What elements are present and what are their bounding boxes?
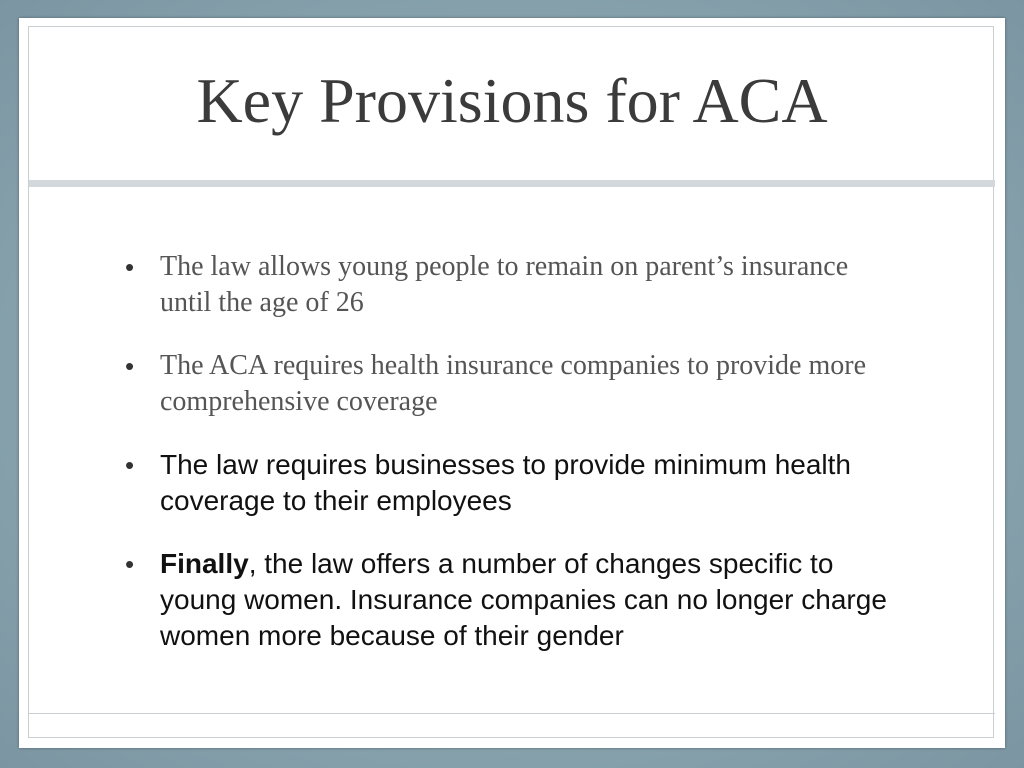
bullet-text: The law allows young people to remain on parent’s insurance until the age of 26 (160, 251, 849, 318)
bullet-item (114, 546, 904, 654)
footer-divider (29, 713, 995, 714)
bullet-marker: • (125, 351, 135, 381)
bullet-item (114, 348, 904, 420)
bullet-text-rest: , the law offers a number of changes specific to young women. Insurance companies can no longer charge women more because of their gender (160, 548, 887, 651)
bullet-lead-word: Finally (160, 548, 249, 579)
bullet-item (114, 249, 904, 321)
slide (19, 18, 1005, 748)
bullet-text: The ACA requires health insurance companies to provide more comprehensive coverage (160, 350, 867, 417)
title-divider (29, 180, 995, 187)
bullet-list (114, 249, 904, 681)
bullet-text: The law requires businesses to provide minimum health coverage to their employees (160, 449, 851, 516)
bullet-marker: • (125, 450, 135, 480)
slide-frame (28, 26, 994, 738)
bullet-text (160, 548, 887, 651)
bullet-marker: • (125, 252, 135, 282)
slide-title: Key Provisions for ACA (196, 65, 828, 136)
bullet-marker: • (125, 549, 135, 579)
title-area (29, 27, 995, 179)
bullet-item (114, 447, 904, 519)
